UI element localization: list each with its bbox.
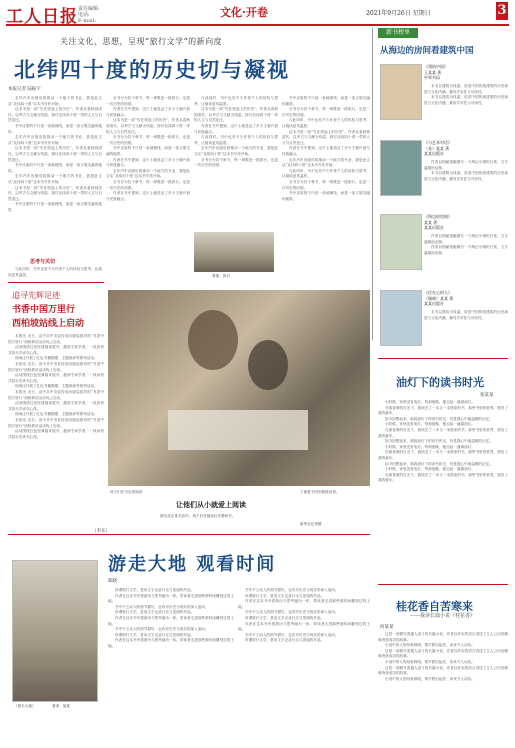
book-1-info: 《建筑中国》 王某某 著 中华书局 (424, 64, 448, 80)
travel-byline: 陈晓 (108, 579, 117, 584)
lead-photo-caption: 尊重、探讨 (212, 274, 230, 278)
travel-book-cover (12, 560, 98, 702)
oil-lamp-body: 小时候，家里没有电灯，每到夜晚，便点起一盏煤油灯。 在那昏黄的灯光下，我读完了一本又一本借来的书，那些书里的世界，照亮了我的童年。 如今回想起来，那段油灯下的读书时光，仍是我心中最温暖的记忆。 小时候，家里没有电灯，每到夜晚，便点起一盏煤油灯。 在那昏黄的灯光下，我读完了一本又一本借来的书，那些书里的世界，照亮了我的童年。 如今回想起来，那段油灯下的读书时光，仍是我心中最温暖的记忆。 小时候，家里没有电灯，每到夜晚，便点起一盏煤油灯。 在那昏黄的灯光下，我读完了一本又一本借来的书，那些书里的世界，照亮了我的童年。 如今回想起来，那段油灯下的读书时光，仍是我心中最温暖的记忆。 小时候，家里没有电灯，每到夜晚，便点起一盏煤油灯。 在那昏黄的灯光下，我读完了一本又一本借来的书，那些书里的世界，照亮了我的童年。 (378, 400, 508, 483)
oil-lamp-title: 油灯下的读书时光 (396, 376, 484, 389)
osmanthus-title: 桂花香自苦寒来 (396, 600, 473, 613)
masthead (6, 2, 509, 26)
lead-column-1: 去年汽车出版后将推动一个地方的书业，我是此文从“北纬四十度”这本书写作开始。 这本书是一部“写在旅途上的历史”，作者从春秋到清代，以考古与文献为线索，探讨北纬四十度一带的人文与自然变迁。 书中还原的不只是一条地理线，而是一条文明交融的地带。 去年汽车出版后将推动一个地方的书业，我是此文从“北纬四十度”这本书写作开始。 这本书是一部“写在旅途上的历史”，作者从春秋到清代，以考古与文献为线索，探讨北纬四十度一带的人文与自然变迁。 书中还原的不只是一条地理线，而是一条文明交融的地带。 去年汽车出版后将推动一个地方的书业，我是此文从“北纬四十度”这本书写作开始。 这本书是一部“写在旅途上的历史”，作者从春秋到清代，以考古与文献为线索，探讨北纬四十度一带的人文与自然变迁。 书中还原的不只是一条地理线，而是一条文明交融的地带。 (8, 96, 102, 212)
second-title-3: 西柏坡站线上启动 (12, 319, 85, 329)
travel-column-1: 所谓旅行文学，是用文字记录行走与见闻的作品。 作者在这本书中将游历与思考融为一体，带读者走进那些被时间雕刻过的土地。 书中不乏动人的细节描写，也有对历史与现实的深入追问。 所谓旅行文学，是用文字记录行走与见闻的作品。 作者在这本书中将游历与思考融为一体，带读者走进那些被时间雕刻过的土地。 书中不乏动人的细节描写，也有对历史与现实的深入追问。 所谓旅行文学，是用文字记录行走与见闻的作品。 作者在这本书中将游历与思考融为一体，带读者走进那些被时间雕刻过的土地。 (108, 588, 234, 648)
lead-column-2: 全书分为若干章节，每一章既是一段旅行，也是一次历史的回望。 作者在书中提到，这片土地见证了多少王朝兴衰与民族融合。 这本书是一部“写在旅途上的历史”，作者从春秋到清代，以考古与文献为线索，探讨北纬四十度一带的人文与自然变迁。 全书分为若干章节，每一章既是一段旅行，也是一次历史的回望。 书中还原的不只是一条地理线，而是一条文明交融的地带。 作者在书中提到，这片土地见证了多少王朝兴衰与民族融合。 去年汽车出版后将推动一个地方的书业，我是此文从“北纬四十度”这本书写作开始。 全书分为若干章节，每一章既是一段旅行，也是一次历史的回望。 作者在书中提到，这片土地见证了多少王朝兴衰与民族融合。 (106, 96, 190, 201)
travel-title: 游走大地 观看时间 (108, 554, 277, 575)
book-4-info: 《住在心的人》 （瑞典）某某 著 某某出版社 (424, 290, 454, 306)
book-2-info: 《与艺术对话》 （英）某某 著 某某出版社 (424, 140, 452, 156)
lead-section-break: 思考与关切 (30, 259, 56, 265)
second-body: 本报讯 近日，由中共中央宣传部出版局指导的“书香中国万里行”西柏坡站活动线上启动。 活动围绕红色经典阅读展开，邀请专家学者、一线读者共同分享读书心得。 现场还开展了红色书籍捐赠、主题朗读等系列活动。 本报讯 近日，由中共中央宣传部出版局指导的“书香中国万里行”西柏坡站活动线上启动。 活动围绕红色经典阅读展开，邀请专家学者、一线读者共同分享读书心得。 现场还开展了红色书籍捐赠、主题朗读等系列活动。 本报讯 近日，由中共中央宣传部出版局指导的“书香中国万里行”西柏坡站活动线上启动。 活动围绕红色经典阅读展开，邀请专家学者、一线读者共同分享读书心得。 现场还开展了红色书籍捐赠、主题朗读等系列活动。 本报讯 近日，由中共中央宣传部出版局指导的“书香中国万里行”西柏坡站活动线上启动。 活动围绕红色经典阅读展开，邀请专家学者、一线读者共同分享读书心得。 (8, 334, 104, 439)
second-sign: （李东） (92, 529, 110, 534)
lead-column-1b: 与此同时，书中也有不少作者个人的体验与思考，让阅读更具温度。 (8, 267, 102, 277)
reading-photo (108, 290, 370, 486)
section-title: 文化·开卷 (220, 6, 268, 19)
second-title-1: 追寻先辉足迹 (12, 291, 60, 300)
book-1-blurb: 本书以建筑为线索，讲述中国传统建筑的历史演进与文化内涵，兼具学术性与可读性。 本书以建筑为线索，讲述中国传统建筑的历史演进与文化内涵，兼具学术性与可读性。 (424, 84, 508, 105)
book-cover-2 (380, 140, 422, 196)
new-books-title: 从海边的房间看建筑中国 (380, 46, 474, 56)
lead-photo (194, 232, 274, 272)
lead-column-3: 与此同时，书中也有不少作者个人的体验与思考，让阅读更具温度。 这本书是一部“写在旅途上的历史”，作者从春秋到清代，以考古与文献为线索，探讨北纬四十度一带的人文与自然变迁。 作者在书中提到，这片土地见证了多少王朝兴衰与民族融合。 与此同时，书中也有不少作者个人的体验与思考，让阅读更具温度。 去年汽车出版后将推动一个地方的书业，我是此文从“北纬四十度”这本书写作开始。 全书分为若干章节，每一章既是一段旅行，也是一次历史的回望。 (194, 96, 278, 168)
second-title-2: 书香中国万里行 (12, 305, 76, 315)
book-3-info: 《海边的房间》 某某 著 某某出版社 (424, 214, 452, 230)
book-cover-4 (380, 290, 422, 346)
book-3-blurb: 作者以细腻笔触描写一个海边小城的日常，文字温暖而克制。 作者以细腻笔触描写一个海边小城的日常，文字温暖而克制。 (424, 234, 508, 255)
osmanthus-byline: 何某某 (380, 625, 394, 630)
photo-note: 新华社记者摄 (300, 522, 322, 526)
travel-book-label: 《游走大地》 (14, 704, 36, 708)
rule (8, 282, 104, 283)
new-books-tab: 新书榜单 (378, 28, 418, 38)
dateline: 2021年9月26日 星期日 (366, 10, 431, 17)
rule (378, 358, 508, 359)
photo-caption: 让他们从小就爱上阅读 (176, 500, 246, 509)
photo-caption-text: 图为北京某书店内，孩子们在阅读区安静读书。 (160, 514, 236, 518)
editor-info: 责任编辑: 电话: E-mail: (78, 6, 100, 24)
book-cover-3 (380, 214, 422, 270)
photo-figure (188, 310, 238, 370)
photo-figure (248, 340, 288, 390)
lead-kicker: 关注文化、思想，呈现“旅行文学”的新向度 (60, 37, 223, 46)
column-divider (372, 28, 373, 340)
travel-column-2: 书中不乏动人的细节描写，也有对历史与现实的深入追问。 所谓旅行文学，是用文字记录行走与见闻的作品。 作者在这本书中将游历与思考融为一体，带读者走进那些被时间雕刻过的土地。 书中不乏动人的细节描写，也有对历史与现实的深入追问。 所谓旅行文学，是用文字记录行走与见闻的作品。 作者在这本书中将游历与思考融为一体，带读者走进那些被时间雕刻过的土地。 书中不乏动人的细节描写，也有对历史与现实的深入追问。 所谓旅行文学，是用文字记录行走与见闻的作品。 (238, 588, 370, 643)
book-2-blurb: 作者以细腻笔触描写一个海边小城的日常，文字温暖而克制。 本书以建筑为线索，讲述中国传统建筑的历史演进与文化内涵，兼具学术性与可读性。 (424, 160, 508, 181)
lead-title: 北纬四十度的历史切与凝视 (14, 57, 290, 82)
osmanthus-body: 这是一部描写普通人奋斗的长篇小说，作者以朴实的语言讲述了主人公历经磨难终获成功的故事。 小说中的人物形象鲜明，情节跌宕起伏，读来令人动容。 这是一部描写普通人奋斗的长篇小说，作者以朴实的语言讲述了主人公历经磨难终获成功的故事。 小说中的人物形象鲜明，情节跌宕起伏，读来令人动容。 这是一部描写普通人奋斗的长篇小说，作者以朴实的语言讲述了主人公历经磨难终获成功的故事。 小说中的人物形象鲜明，情节跌宕起伏，读来令人动容。 (378, 632, 508, 681)
book-4-blurb: 本书以建筑为线索，讲述中国传统建筑的历史演进与文化内涵，兼具学术性与可读性。 (424, 310, 508, 320)
rule (8, 534, 370, 535)
book-cover-1 (380, 64, 422, 120)
osmanthus-subtitle: ——我读长篇小说《桂花香》 (410, 613, 476, 619)
travel-book-author: 著者：某某 (52, 704, 70, 708)
page-number: 3 (497, 3, 507, 18)
lead-column-4: 书中还原的不只是一条地理线，而是一条文明交融的地带。 全书分为若干章节，每一章既是一段旅行，也是一次历史的回望。 与此同时，书中也有不少作者个人的体验与思考，让阅读更具温度。 这本书是一部“写在旅途上的历史”，作者从春秋到清代，以考古与文献为线索，探讨北纬四十度一带的人文与自然变迁。 作者在书中提到，这片土地见证了多少王朝兴衰与民族融合。 去年汽车出版后将推动一个地方的书业，我是此文从“北纬四十度”这本书写作开始。 与此同时，书中也有不少作者个人的体验与思考，让阅读更具温度。 全书分为若干章节，每一章既是一段旅行，也是一次历史的回望。 书中还原的不只是一条地理线，而是一条文明交融的地带。 (282, 96, 370, 201)
rule (378, 584, 508, 585)
photo-small-right: 下面是不同年龄段读者。 (300, 490, 340, 494)
newspaper-logo: 工人日报 (6, 7, 78, 27)
lead-byline: 本报记者 陆振宇 (8, 87, 41, 92)
oil-lamp-byline: 张某某 (480, 393, 494, 398)
photo-book (168, 410, 308, 450)
photo-small-left: 孩子们在书店里阅读 (110, 490, 143, 494)
